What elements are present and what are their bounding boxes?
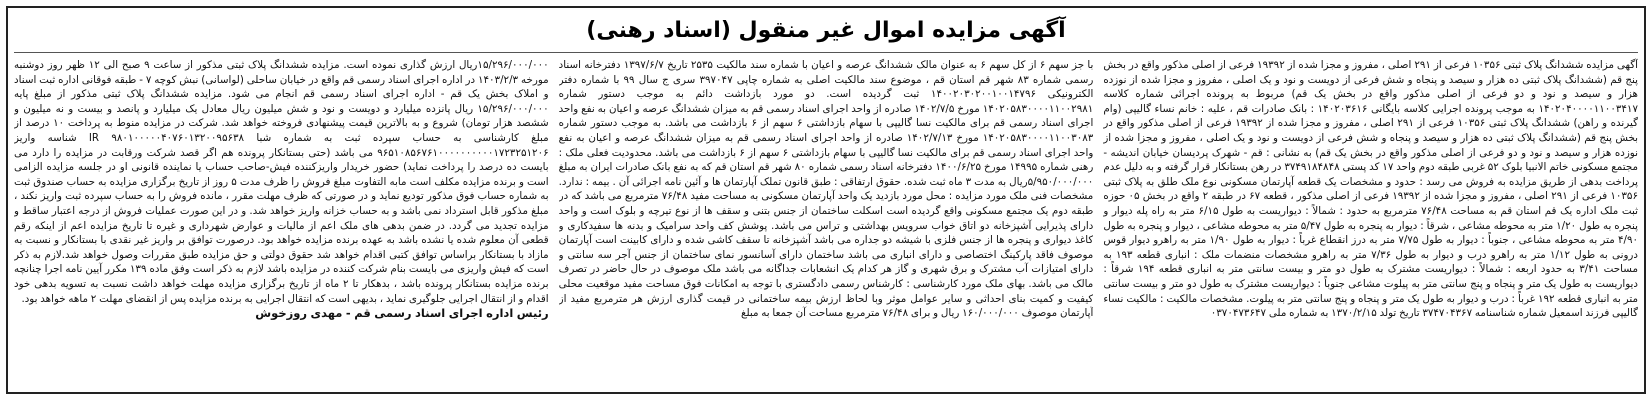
text-column-2	[559, 58, 1094, 388]
paragraph-column-1: آگهی مزایده ششدانگ پلاک ثبتی ۱۰۳۵۶ فرعی از ۲۹۱ اصلی ، مفروز و مجزا شده از ۱۹۳۹۲ فرعی از اصلی مذکور واقع در بخش پنج قم (ششدانگ پلاک ثبتی ده هزار و سیصد و پنجاه و شش فرعی از دویست و نود و یک اصلی ، مفروز و مجزا شده از نوزده هزار و سیصد و نود و دو فرعی از اصلی مذکور واقع در بخش یک قم) مربوط به پرونده اجرائی شماره کلاسه ۱۴۰۲۰۴۰۰۰۰۱۱۰۰۳۴۱۷ به موجب پرونده اجرایی کلاسه بایگانی ۱۴۰۲۰۳۶۱۶ : بانک صادرات قم ، علیه : خانم نساء گالیپی (وام گیرنده و راهن) ششدانگ پلاک ثبتی ۱۰۳۵۶ فرعی از ۲۹۱ اصلی ، مفروز و مجزا شده از ۱۹۳۹۲ فرعی از اصلی مذکور واقع در بخش پنج قم (ششدانگ پلاک ثبتی ده هزار و سیصد و پنجاه و شش فرعی از دویست و نود و یک اصلی ، مفروز و مجزا شده از نوزده هزار و سیصد و نود و دو فرعی از اصلی مذکور واقع در بخش یک قم) به نشانی : قم - شهرک پردیسان خیابان اندیشه - مجتمع مسکونی خاتم الانبیا بلوک ۵۲ غربی طبقه دوم واحد ۱۷ کد پستی ۳۷۴۹۱۸۴۸۴۸ در رهن بستانکار قرار گرفته و به دلیل عدم پرداخت بدهی از طریق مزایده به فروش می رسد : حدود و مشخصات یک قطعه آپارتمان مسکونی نوع ملک طلق به پلاک ثبتی ۱۰۳۵۶ فرعی از ۲۹۱ اصلی ، مفروز و مجزا شده از ۱۹۳۹۲ فرعی از اصلی مذکور ، قطعه ۶۷ در طبقه ۲ واقع در بخش ۰۵ حوزه ثبت ملک اداره یک قم استان قم به مساحت ۷۶/۴۸ مترمربع به حدود : شمالاً : دیواریست به طول ۶/۱۵ متر به راه پله دیوار و پنجره به طول ۱/۲۰ متر به محوطه مشاعی ، شرقاً : دیوار به پنجره به طول ۵/۴۷ متر به محوطه مشاعی ، دیوار و پنجره به طول ۴/۹۰ متر به محوطه مشاعی ، جنوباً : دیوار به طول ۷/۷۵ متر به درز انقطاع غرباً : دیوار به طول ۱/۹۰ متر به راهرو دیوار قوس درونی به طول ۱/۱۲ متر به راهرو درب و دیوار به طول ۷/۳۶ متر به راهرو مشخصات منضمات ملک : انباری قطعه ۱۹۳ به مساحت ۳/۴۱ به حدود اربعه : شمالاً : دیواریست مشترک به طول دو متر و بیست سانتی متر به انباری قطعه ۱۹۴ شرقاً : دیواریست به طول یک متر و پنجاه و پنج سانتی متر به پیلوت مشاعی جنوباً : دیواریست مشترک به طول دو متر و بیست سانتی متر به انباری قطعه ۱۹۲ غرباً : درب و دیوار به طول یک متر و پنجاه و پنج سانتی متر به پیلوت. مشخصات مالکیت : مالکیت نساء گالیپی فرزند اسمعیل شماره شناسنامه ۳۷۴۷۰۴۳۶۷ تاریخ تولد ۱۳۷۰/۲/۱۵ به شماره ملی ۰۳۷۰۴۷۳۶۴۷	[1103, 59, 1638, 320]
paragraph-column-2: با جز سهم ۶ از کل سهم ۶ به عنوان مالک ششدانگ عرصه و اعیان با شماره سند مالکیت ۲۵۳۵ تاریخ ۱۳۹۷/۶/۷ دفترخانه اسناد رسمی شماره ۸۳ شهر قم استان قم ، موضوع سند مالکیت اصلی به شماره چاپی ۳۹۷۰۴۷ سری ج سال ۹۹ با شماره دفتر الکترونیکی ۱۴۰۰۲۰۳۰۲۰۰۱۰۰۱۴۷۹۶ ثبت گردیده است. دو مورد بازداشت دائم به موجب دستور شماره ۱۴۰۲۰۵۸۳۰۰۰۰۱۱۰۰۲۹۸۱ مورخ ۱۴۰۲/۷/۵ صادره از واحد اجرای اسناد رسمی قم به میزان ششدانگ عرصه و اعیان به نفع واحد اجرای اسناد رسمی قم برای مالکیت نسا گالیپی با سهام بازداشتی ۶ سهم از ۶ بازداشت می باشد. به موجب دستور شماره ۱۴۰۲۰۵۸۳۰۰۰۰۱۱۰۰۳۰۸۳ مورخ ۱۴۰۲/۷/۱۳ صادره از واحد اجرای اسناد رسمی قم به میزان ششدانگ عرصه و اعیان به نفع واحد اجرای اسناد رسمی قم برای مالکیت نسا گالیپی با سهام بازداشتی ۶ سهم از ۶ بازداشت می باشد. محدودیت فعلی ملک : رهنی شماره ۱۴۹۹۵ مورخ ۱۴۰۰/۶/۲۵ دفترخانه اسناد رسمی شماره ۸۰ شهر قم استان قم که به نفع بانک صادرات ایران به مبلغ ۵/۹۵۰/۰۰۰/۰۰۰ریال به مدت ۳ ماه ثبت شده. حقوق ارتفاقی : طبق قانون تملک آپارتمان ها و آئین نامه اجرائی آن . بیمه : ندارد. مشخصات فنی ملک مورد مزایده : محل مورد بازدید یک واحد آپارتمان مسکونی به مساحت مفید ۷۶/۴۸ مترمربع می باشد که در طبقه دوم یک مجتمع مسکونی واقع گردیده است اسکلت ساختمان از جنس بتنی و سقف ها از نوع تیرچه و بلوک است و واحد دارای پذیرایی آشپزخانه دو اتاق خواب سرویس بهداشتی و تراس می باشد. پوشش کف واحد سرامیک و بدنه ها سفیدکاری و کاغذ دیواری و پنجره ها از جنس فلزی با شیشه دو جداره می باشد آشپزخانه تا سقف کاشی شده و دارای کابینت است آپارتمان موصوف فاقد پارکینگ اختصاصی و دارای انباری می باشد ساختمان دارای آسانسور نمای ساختمان از جنس آجر سه سانتی و دارای امتیازات آب مشترک و برق شهری و گاز هر کدام یک انشعابات جداگانه می باشد ملک موصوف در حال حاضر در تصرف مالک می باشد. بهای ملک مورد کارشناسی : کارشناس رسمی دادگستری با توجه به امکانات فوق مساحت مفید موقعیت محلی کیفیت و کمیت بنای احداثی و سایر عوامل موثر وبا لحاظ ارزش بیمه ساختمانی در قیمت گذاری ارزش هر مترمربع مفید از آپارتمان موصوف ۱۶۰/۰۰۰/۰۰۰ ریال و برای ۷۶/۴۸ مترمربع مساحت آن جمعا به مبلغ	[558, 59, 1094, 320]
paragraph-column-3: ۱۵/۲۹۶/۰۰۰/۰۰۰ریال ارزش گذاری نموده است. مزایده ششدانگ پلاک ثبتی مذکور از ساعت ۹ صبح الی ۱۲ ظهر روز دوشنبه مورخه ۱۴۰۳/۲/۳ در اداره اجرای اسناد رسمی قم واقع در خیابان ساحلی (لواسانی) نبش کوچه ۷ - طبقه فوقانی اداره ثبت اسناد و املاک بخش یک قم - اداره اجرای اسناد رسمی قم انجام می شود. مزایده ششدانگ پلاک ثبتی مذکور از مبلغ پایه ۱۵/۲۹۶/۰۰۰/۰۰۰ ریال پانزده میلیارد و دویست و نود و شش میلیون ریال معادل یک میلیارد و پانصد و بیست و نه میلیون و ششصد هزار تومان) شروع و به بالاترین قیمت پیشنهادی فروخته خواهد شد. شرکت در مزایده منوط به پرداخت ۱۰ درصد از مبلغ کارشناسی به حساب سپرده ثبت به شماره شبا IR ۹۸۰۱۰۰۰۰۰۴۰۷۶۰۱۳۲۰۰۹۵۶۳۸ شناسه واریز ۹۶۵۱۰۸۵۶۷۶۱۰۰۰۰۰۰۰۰۰۰۱۷۲۳۲۵۱۲۰۶ می باشد (حتی بستانکار پرونده هم اگر قصد شرکت ورقابت در مزایده را دارد می بایست ده درصد را پرداخت نماید) حضور خریدار واریزکننده فیش-صاحب حساب یا نماینده قانونی او در جلسه مزایده الزامی است و برنده مزایده مکلف است مابه التفاوت مبلغ فروش را ظرف مدت ۵ روز از تاریخ برگزاری مزایده به حساب صندوق ثبت به شماره حساب فوق مذکور تودیع نماید و در صورتی که ظرف مهلت مقرر ، مانده فروش را به حساب سپرده ثبت واریز نکند ، مبلغ مذکور قابل استرداد نمی باشد و به حساب خزانه واریز خواهد شد. و در این صورت عملیات فروش از درجه اعتبار ساقط و مزایده تجدید می گردد. در ضمن بدهی های ملک اعم از مالیات و عوارض شهرداری و غیره تا تاریخ مزایده اعم از اینکه رقم قطعی آن معلوم شده یا نشده باشد به عهده برنده مزایده خواهد بود. درصورت توافق بر واریز غیر نقدی با بستانکار و نسبت به مازاد با بستانکار براساس توافق کتبی اقدام خواهد شد حقوق دولتی و حق مزایده طبق مقررات وصول خواهد شد.لازم به ذکر است که فیش واریزی می بایست بنام شرکت کننده در مزایده باشد لازم به ذکر است وفق ماده ۱۳۹ مکرر آیین نامه اجرا چنانچه برنده مزایده بستانکار پرونده باشد ، بدهکار تا ۲ ماه از تاریخ برگزاری مزایده مهلت خواهد داشت نسبت به تسویه بدهی خود اقدام و از انتقال اجرایی جلوگیری نماید ، بدیهی است که انتقال اجرایی به برنده مزایده پس از انقضای مهلت ۲ ماهه خواهد بود.	[13, 59, 549, 305]
signature-line: رئیس اداره اجرای اسناد رسمی قم - مهدی روزخوش	[255, 306, 549, 321]
auction-notice	[6, 6, 1646, 394]
title-divider	[14, 52, 1638, 53]
notice-title: آگهی مزایده اموال غیر منقول (اسناد رهنی)	[586, 18, 1066, 43]
text-column-3	[14, 58, 549, 388]
text-column-1	[1103, 58, 1638, 388]
notice-body	[14, 58, 1638, 388]
